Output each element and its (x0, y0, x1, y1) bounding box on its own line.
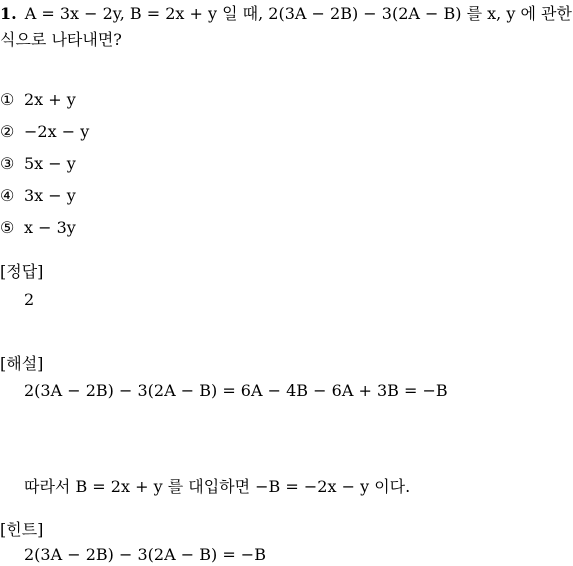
hint-line-1: 2(3A − 2B) − 3(2A − B) = −B (24, 545, 266, 564)
question-number: 1. (0, 4, 17, 23)
answer-value: 2 (24, 290, 35, 309)
answer-heading: [정답] (0, 262, 44, 281)
explanation-heading: [해설] (0, 354, 44, 373)
choice-3[interactable] (0, 154, 76, 174)
explanation-line-1: 2(3A − 2B) − 3(2A − B) = 6A − 4B − 6A + 3B = −B (24, 381, 448, 400)
choice-2[interactable] (0, 122, 89, 142)
choice-text: 5x − y (24, 154, 76, 173)
choice-mark: ⑤ (0, 218, 15, 237)
question-line-1 (0, 4, 572, 24)
choice-mark: ③ (0, 154, 15, 173)
question-line-2: 식으로 나타내면? (0, 30, 122, 49)
choice-mark: ① (0, 90, 15, 109)
choice-5[interactable] (0, 218, 76, 238)
choice-4[interactable] (0, 186, 76, 206)
choice-text: 3x − y (24, 186, 76, 205)
choice-1[interactable] (0, 90, 76, 110)
choice-mark: ② (0, 122, 15, 141)
question-text-1: A = 3x − 2y, B = 2x + y 일 때, 2(3A − 2B) − 3(2A − B) 를 x, y 에 관한 (24, 4, 572, 23)
explanation-line-2: 따라서 B = 2x + y 를 대입하면 −B = −2x − y 이다. (24, 477, 411, 496)
choice-mark: ④ (0, 186, 15, 205)
choice-text: 2x + y (24, 90, 76, 109)
hint-heading: [힌트] (0, 520, 44, 539)
choice-text: x − 3y (24, 218, 76, 237)
choice-text: −2x − y (24, 122, 90, 141)
